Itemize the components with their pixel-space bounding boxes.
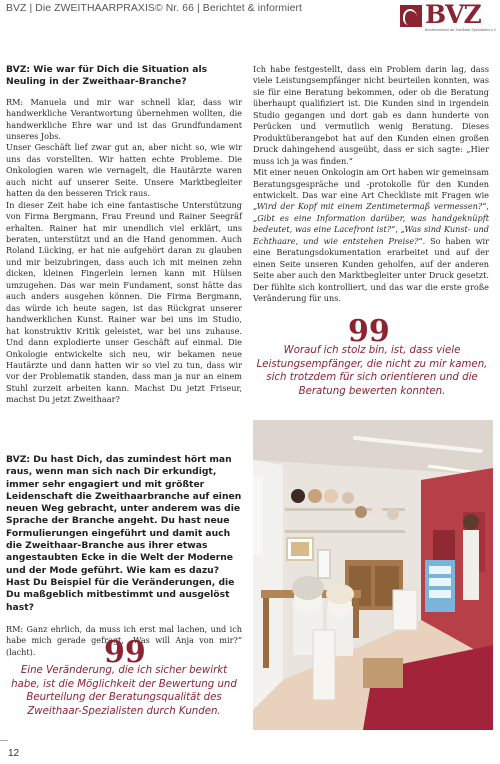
salon-photo <box>253 420 493 730</box>
left-column-bottom <box>6 454 242 658</box>
right-paragraph-2 <box>253 167 489 304</box>
answer-2: RM: Ganz ehrlich, da muss ich erst mal lachen, und ich habe mich gerade gefragt, „Was will Anja von mir?“ (lacht). <box>6 623 242 657</box>
running-header: BVZ | Die ZWEITHAARPRAXIS© Nr. 66 | Berichtet & informiert <box>6 3 303 14</box>
question-2: BVZ: Du hast Dich, das zumindest hört man raus, wenn man sich nach Dir erkundigt, immer sehr engagiert und mit größter Leidenschaft die Zweithaarbranche auf einen neuen Weg gebracht, unter anderem was die Sprache der Branche angeht. Du hast neue Formulierungen eingeführt und damit auch die Zweithaar-Branche aus ihrer etwas angestaubten Ecke in die Welt der Moderne und der Mode geführt. Wie kam es dazu? Hast Du Beispiel für die Veränderungen, die Du maßgeblich mitbestimmt und ausgelöst hast? <box>6 454 242 613</box>
right-paragraph: Ich habe festgestellt, dass ein Problem darin lag, dass viele Leistungsempfänger nicht beurteilen konnten, was sie für eine Beratung bekommen, oder ob die Beratung überhaupt qualifiziert ist. Die Kunden sind in irgendein Studio gegangen und dort gab es dann hunderte von Perücken und vermutlich wenig Beratung. Dieses Produktüberangebot hat auf den Kunden einen großen Druck dahingehend ausgeübt, dass er sich sagte: „Hier muss ich ja was finden.“ <box>253 64 489 166</box>
p2-separator: , <box>486 201 489 212</box>
logo-name: BVZ <box>425 0 481 29</box>
checklist-question: „Gibt es eine Information darüber, was handgeknüpft bedeutet, was eine Lacefront ist?“ <box>253 212 489 235</box>
logo-subtitle: Bundesverband der Zweithaar-Spezialisten e.V. <box>425 28 497 32</box>
checklist-question: „Was sind Kunst- und Echthaare, und wie entstehen Preise?“ <box>253 224 489 246</box>
answer-1-paragraph: Unser Geschäft lief zwar gut an, aber nicht so, wie wir uns das vorstellten. Wir hatten echte Probleme. Die Onkologien waren wie vernagelt, die Hautärzte waren auch nicht auf unserer Seite. Unsere Marktbegleiter hatten da den besseren Trick raus. <box>6 142 242 199</box>
bvz-logo <box>400 0 497 36</box>
pull-quote-right: Worauf ich stolz bin, ist, dass viele Leistungsempfänger, die nicht zu mir kamen, sich trotzdem für sich orientieren und die Beratung bewerten konnten. <box>256 345 488 397</box>
checklist-question: „Wird der Kopf mit einem Zentimetermaß vermessen?“ <box>253 201 487 212</box>
page-number: 12 <box>8 748 20 759</box>
p2-separator: , <box>395 224 401 235</box>
left-column-top <box>6 64 242 406</box>
footer-rule <box>0 740 8 741</box>
quote-mark-icon: 99 <box>104 635 146 670</box>
quote-mark-icon: 99 <box>348 314 390 349</box>
answer-1-paragraph: In dieser Zeit habe ich eine fantastische Unterstützung von Firma Bergmann, Frau Freund und Rainer Seegräf erhalten. Rainer hat mir unendlich viel erklärt, uns beraten, unterstützt und an die Hand genommen. Auch Roland Lücking, er hat nie aufgehört daran zu glauben und mir beizubringen, dass auch ich mit meinen zehn dicken, kleinen Fingerlein lernen kann mit Hülsen umzugehen. Das war mein Fundament, sonst hätte das auch anders ausgehen können. Die Firma Bergmann, das würde ich heute sagen, ist das Rückgrat unserer handwerklichen Kunst. Rainer war bei uns im Studio, hat konstruktiv Kritik geleistet, war bei uns zuhause. Und dann explodierte unser Geschäft auf einmal. Die Onkologie entwickelte sich neu, wir bekamen neue Hautärzte und dann hatten wir so viel zu tun, dass wir vor der Problematik standen, dass man ja nur an einem Stuhl zurzeit arbeiten kann. Machst Du jetzt Friseur, machst Du jetzt Zweithaar? <box>6 199 242 405</box>
p2-text: Mit einer neuen Onkologin am Ort haben wir gemeinsam Beratungsgespräche und -protokolle für den Kunden entwickelt. Das war eine Art Checkliste mit Fragen wie <box>253 167 489 200</box>
answer-1-paragraph: RM: Manuela und mir war schnell klar, dass wir handwerkliche Verantwortung übernehmen wollten, die handwerkliche Ehre war und ist das Grundfundament unseres Jobs. <box>6 96 242 141</box>
question-1: BVZ: Wie war für Dich die Situation als Neuling in der Zweithaar-Branche? <box>6 64 208 88</box>
pull-quote-left: Eine Veränderung, die ich sicher bewirkt habe, ist die Möglichkeit der Bewertung und Beurteilung der Beratungsqualität des Zweithaar-Spezialisten durch Kunden. <box>11 665 237 717</box>
p2-text: . So haben wir eine Beratungsdokumentation erarbeitet und auf der einen Seite unseren Kunden geholfen, auf der anderen Seite aber auch den Marktbegleiter unter Druck gesetzt. Der fühlte sich kontrolliert, und das war die erste große Veränderung für uns. <box>253 235 490 304</box>
right-column-text <box>253 64 489 305</box>
logo-mark-icon <box>400 5 422 27</box>
